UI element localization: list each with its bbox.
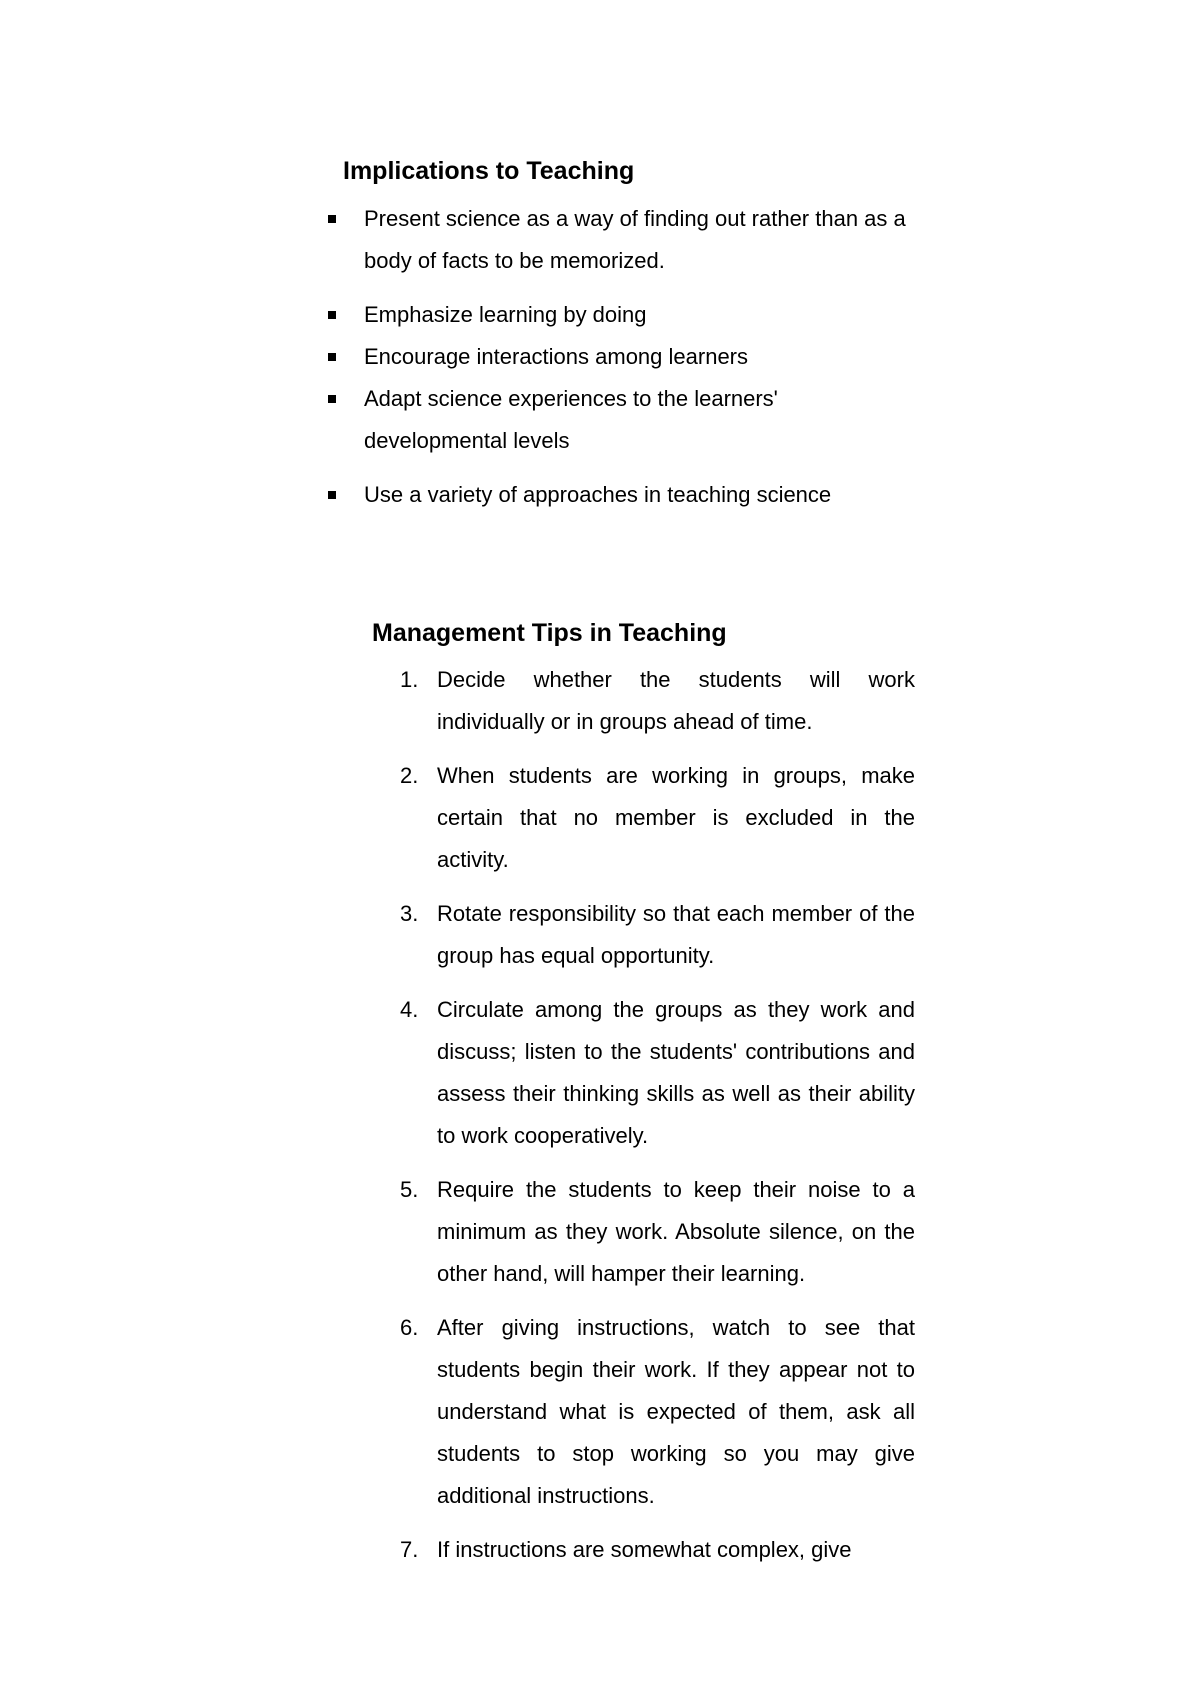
list-item-text: Decide whether the students will work individually or in groups ahead of time. — [437, 667, 915, 734]
list-item-number: 6. — [400, 1315, 419, 1340]
list-item-text: Circulate among the groups as they work and discuss; listen to the students' contributions and assess their thinking skills as well as their ability to work cooperatively. — [437, 997, 915, 1148]
list-item-text: If instructions are somewhat complex, give — [437, 1537, 852, 1562]
list-item-text: Present science as a way of finding out rather than as a body of facts to be memorized. — [364, 206, 906, 273]
list-item-text: After giving instructions, watch to see that students begin their work. If they appear not to understand what is expected of them, ask all students to stop working so you may give additional instructions. — [437, 1315, 915, 1508]
list-item — [398, 755, 915, 881]
list-item-number: 5. — [400, 1177, 419, 1202]
list-item — [328, 198, 918, 282]
list-item-number: 4. — [400, 997, 419, 1022]
list-item — [328, 378, 918, 462]
list-item-number: 7. — [400, 1537, 419, 1562]
list-item-text: Emphasize learning by doing — [364, 302, 647, 327]
section-heading-management-tips: Management Tips in Teaching — [372, 619, 727, 647]
list-item-number: 1. — [400, 667, 419, 692]
implications-list — [328, 198, 918, 516]
square-bullet-icon — [328, 395, 336, 403]
list-item — [398, 1169, 915, 1295]
management-tips-list — [398, 659, 915, 1583]
square-bullet-icon — [328, 491, 336, 499]
square-bullet-icon — [328, 353, 336, 361]
list-item — [398, 989, 915, 1157]
list-item-text: Require the students to keep their noise to a minimum as they work. Absolute silence, on the other hand, will hamper their learning. — [437, 1177, 915, 1286]
square-bullet-icon — [328, 215, 336, 223]
list-item-number: 3. — [400, 901, 419, 926]
list-item — [398, 659, 915, 743]
list-item — [398, 1529, 915, 1571]
section-heading-implications: Implications to Teaching — [343, 157, 635, 185]
list-item — [398, 893, 915, 977]
square-bullet-icon — [328, 311, 336, 319]
list-item — [328, 336, 918, 378]
list-item — [398, 1307, 915, 1517]
list-item — [328, 474, 918, 516]
list-item-text: Use a variety of approaches in teaching science — [364, 482, 832, 507]
list-item-text: Adapt science experiences to the learners' developmental levels — [364, 386, 778, 453]
list-item-number: 2. — [400, 763, 419, 788]
list-item-text: Encourage interactions among learners — [364, 344, 749, 369]
list-item — [328, 294, 918, 336]
list-item-text: When students are working in groups, make certain that no member is excluded in the activity. — [437, 763, 915, 872]
list-item-text: Rotate responsibility so that each member of the group has equal opportunity. — [437, 901, 915, 968]
